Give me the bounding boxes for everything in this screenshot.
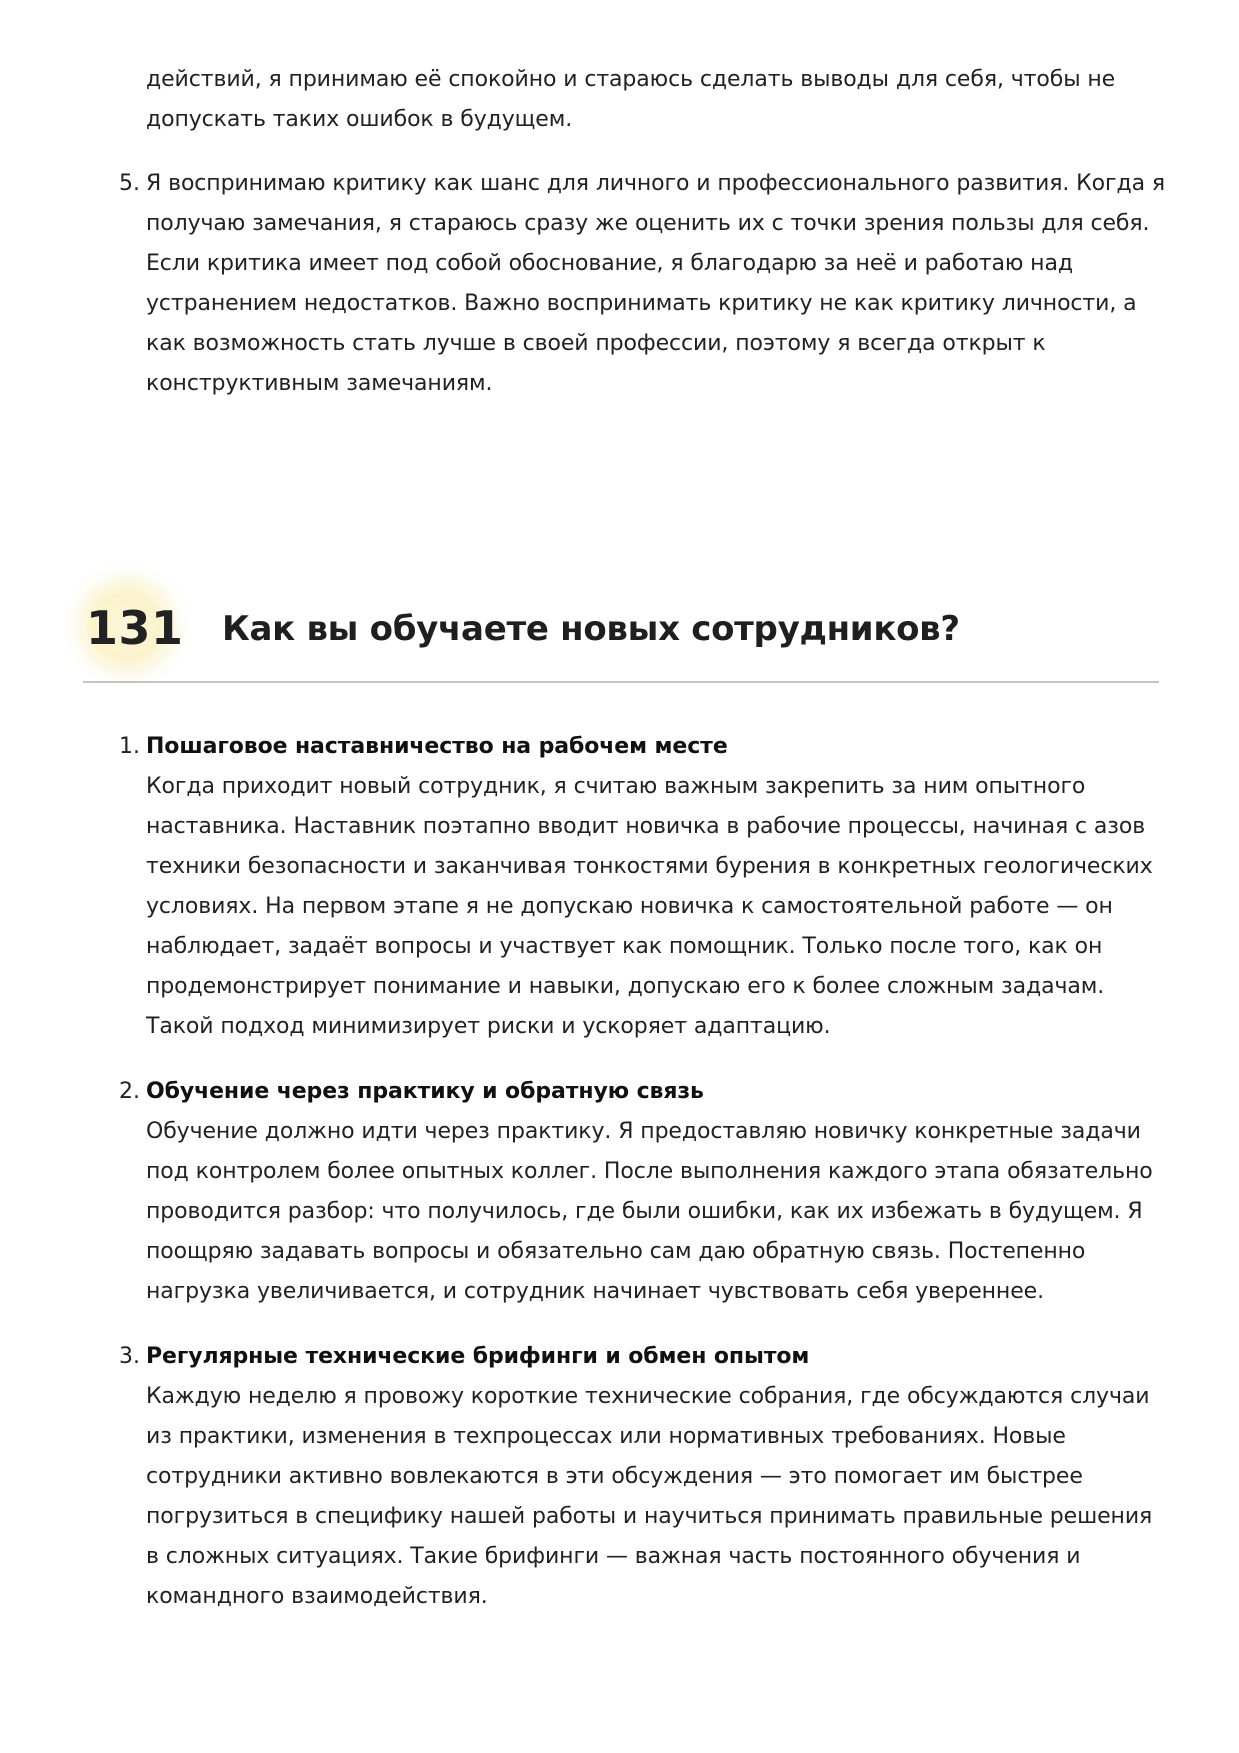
list-item-number-5: 5. (119, 171, 140, 196)
section-title: Как вы обучаете новых сотрудников? (222, 609, 960, 649)
list-item-3-text: Каждую неделю я провожу короткие технические собрания, где обсуждаются случаи из практики, изменения в техпроцессах или нормативных требованиях. Новые сотрудники активно вовлекаются в эти обсуждения — это помогает им быстрее погрузиться в специфику нашей работы и научиться принимать правильные решения в сложных ситуациях. Такие брифинги — важная часть постоянного обучения и командного взаимодействия. (146, 1384, 1153, 1609)
list-item-2-title: Обучение через практику и обратную связь (146, 1079, 704, 1104)
list-item-1-title: Пошаговое наставничество на рабочем месте (146, 734, 728, 759)
list-item-3 (146, 1337, 1166, 1617)
list-item-5-text: Я воспринимаю критику как шанс для личного и профессионального развития. Когда я получаю замечания, я стараюсь сразу же оценить их с точки зрения пользы для себя. Если критика имеет под собой обоснование, я благодарю за неё и работаю над устранением недостатков. Важно воспринимать критику не как критику личности, а как возможность стать лучше в своей профессии, поэтому я всегда открыт к конструктивным замечаниям. (146, 171, 1165, 396)
list-item-number-1: 1. (119, 734, 140, 759)
continuation-paragraph: действий, я принимаю её спокойно и стараюсь сделать выводы для себя, чтобы не допускать таких ошибок в будущем. (146, 67, 1116, 132)
list-item-3-title: Регулярные технические брифинги и обмен опытом (146, 1344, 810, 1369)
section-divider (83, 681, 1159, 683)
list-item-2 (146, 1072, 1166, 1312)
list-item-2-text: Обучение должно идти через практику. Я предоставляю новичку конкретные задачи под контролем более опытных коллег. После выполнения каждого этапа обязательно проводится разбор: что получилось, где были ошибки, как их избежать в будущем. Я поощряю задавать вопросы и обязательно сам даю обратную связь. Постепенно нагрузка увеличивается, и сотрудник начинает чувствовать себя увереннее. (146, 1119, 1153, 1304)
list-item-number-2: 2. (119, 1079, 140, 1104)
list-item-1 (146, 727, 1166, 1047)
list-item-number-3: 3. (119, 1344, 140, 1369)
list-item-1-text: Когда приходит новый сотрудник, я считаю важным закрепить за ним опытного наставника. Наставник поэтапно вводит новичка в рабочие процессы, начиная с азов техники безопасности и заканчивая тонкостями бурения в конкретных геологических условиях. На первом этапе я не допускаю новичка к самостоятельной работе — он наблюдает, задаёт вопросы и участвует как помощник. Только после того, как он продемонстрирует понимание и навыки, допускаю его к более сложным задачам. Такой подход минимизирует риски и ускоряет адаптацию. (146, 774, 1153, 1039)
section-number: 131 (86, 601, 184, 655)
